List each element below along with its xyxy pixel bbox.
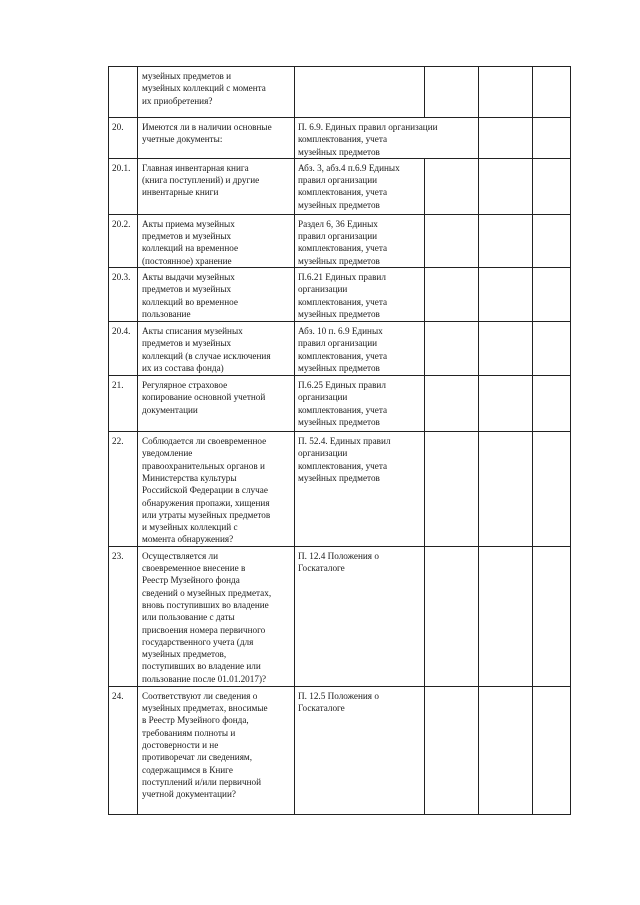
notes-cell <box>533 432 571 547</box>
table-row <box>109 686 571 814</box>
answer-yes-cell <box>425 376 479 432</box>
notes-cell <box>533 686 571 814</box>
answer-no-cell <box>479 214 533 267</box>
question-text: музейных предметов и музейных коллекций с момента их приобретения? <box>142 71 266 106</box>
table-row <box>109 67 571 118</box>
question-text: Акты списания музейных предметов и музейных коллекций (в случае исключения их из состава фонда) <box>142 326 271 373</box>
answer-no-cell <box>479 686 533 814</box>
notes-cell <box>533 546 571 686</box>
answer-yes-cell <box>425 214 479 267</box>
notes-cell <box>533 268 571 322</box>
question-cell <box>138 214 295 267</box>
row-number: 20.3. <box>109 268 138 322</box>
reference-cell <box>295 158 425 214</box>
answer-no-cell <box>479 67 533 118</box>
table-row <box>109 546 571 686</box>
question-cell <box>138 322 295 376</box>
row-number: 24. <box>109 686 138 814</box>
notes-cell <box>533 158 571 214</box>
answer-yes-cell <box>425 67 479 118</box>
notes-cell <box>533 118 571 159</box>
reference-cell <box>295 67 425 118</box>
notes-cell <box>533 322 571 376</box>
reference-text: Раздел 6, 36 Единых правил организации комплектования, учета музейных предметов <box>298 218 388 266</box>
question-text: Акты выдачи музейных предметов и музейных коллекций во временное пользование <box>142 272 238 319</box>
question-text: Регулярное страховое копирование основной учетной документации <box>142 380 266 415</box>
question-cell <box>138 158 295 214</box>
question-text: Имеются ли в наличии основные учетные документы: <box>142 122 272 145</box>
answer-no-cell <box>479 158 533 214</box>
reference-cell <box>295 118 479 159</box>
notes-cell <box>533 67 571 118</box>
reference-cell <box>295 214 425 267</box>
table-row <box>109 214 571 267</box>
question-cell <box>138 376 295 432</box>
answer-no-cell <box>479 432 533 547</box>
reference-cell <box>295 322 425 376</box>
checklist-table <box>108 66 571 815</box>
row-number <box>109 67 138 118</box>
answer-no-cell <box>479 268 533 322</box>
row-number: 21. <box>109 376 138 432</box>
question-cell <box>138 67 295 118</box>
table-row <box>109 432 571 547</box>
reference-text: П.6.25 Единых правил организации комплектования, учета музейных предметов <box>298 380 388 427</box>
reference-cell <box>295 376 425 432</box>
table-row <box>109 118 571 159</box>
table-row <box>109 268 571 322</box>
row-number: 20.2. <box>109 214 138 267</box>
question-text: Соответствуют ли сведения о музейных предметах, вносимые в Реестр Музейного фонда, требованиям полноты и достоверности и не противоречат ли сведениям, содержащимся в Книге поступлений и/или первичной учетной документации? <box>142 690 268 800</box>
question-text: Осуществляется ли своевременное внесение в Реестр Музейного фонда сведений о музейных предметах, вновь поступивших во владение или пользование с даты присвоения номера первичного государственного учета (для музейных предметов, поступивших во владение или пользование после 01.01.2017)? <box>142 550 272 684</box>
table-row <box>109 322 571 376</box>
reference-cell <box>295 432 425 547</box>
question-text: Соблюдается ли своевременное уведомление правоохранительных органов и Министерства культуры Российской Федерации в случае обнаружения пропажи, хищения или утраты музейных предметов и музейных коллекций с момента обнаружения? <box>142 436 271 545</box>
reference-cell <box>295 686 425 814</box>
reference-text: Абз. 3, абз.4 п.6.9 Единых правил организации комплектования, учета музейных предметов <box>298 162 400 210</box>
answer-yes-cell <box>425 686 479 814</box>
answer-no-cell <box>479 546 533 686</box>
row-number: 20.1. <box>109 158 138 214</box>
notes-cell <box>533 214 571 267</box>
answer-yes-cell <box>425 546 479 686</box>
answer-no-cell <box>479 376 533 432</box>
answer-yes-cell <box>425 268 479 322</box>
question-cell <box>138 432 295 547</box>
question-cell <box>138 686 295 814</box>
reference-text: П. 6.9. Единых правил организации комплектования, учета музейных предметов <box>298 122 438 157</box>
question-text: Главная инвентарная книга (книга поступлений) и другие инвентарные книги <box>142 162 260 198</box>
answer-yes-cell <box>425 432 479 547</box>
reference-text: П. 12.4 Положения о Госкаталоге <box>298 550 379 574</box>
table-row <box>109 158 571 214</box>
reference-text: П. 12.5 Положения о Госкаталоге <box>298 690 379 714</box>
row-number: 23. <box>109 546 138 686</box>
table-row <box>109 376 571 432</box>
row-number: 20. <box>109 118 138 159</box>
question-cell <box>138 546 295 686</box>
reference-text: Абз. 10 п. 6.9 Единых правил организации комплектования, учета музейных предметов <box>298 326 388 373</box>
reference-cell <box>295 268 425 322</box>
row-number: 20.4. <box>109 322 138 376</box>
notes-cell <box>533 376 571 432</box>
reference-text: П. 52.4. Единых правил организации комплектования, учета музейных предметов <box>298 436 391 483</box>
reference-cell <box>295 546 425 686</box>
answer-no-cell <box>479 118 533 159</box>
question-cell <box>138 268 295 322</box>
question-cell <box>138 118 295 159</box>
answer-yes-cell <box>425 322 479 376</box>
answer-no-cell <box>479 322 533 376</box>
answer-yes-cell <box>425 158 479 214</box>
question-text: Акты приема музейных предметов и музейных коллекций на временное (постоянное) хранение <box>142 218 239 266</box>
row-number: 22. <box>109 432 138 547</box>
reference-text: П.6.21 Единых правил организации комплектования, учета музейных предметов <box>298 272 388 319</box>
